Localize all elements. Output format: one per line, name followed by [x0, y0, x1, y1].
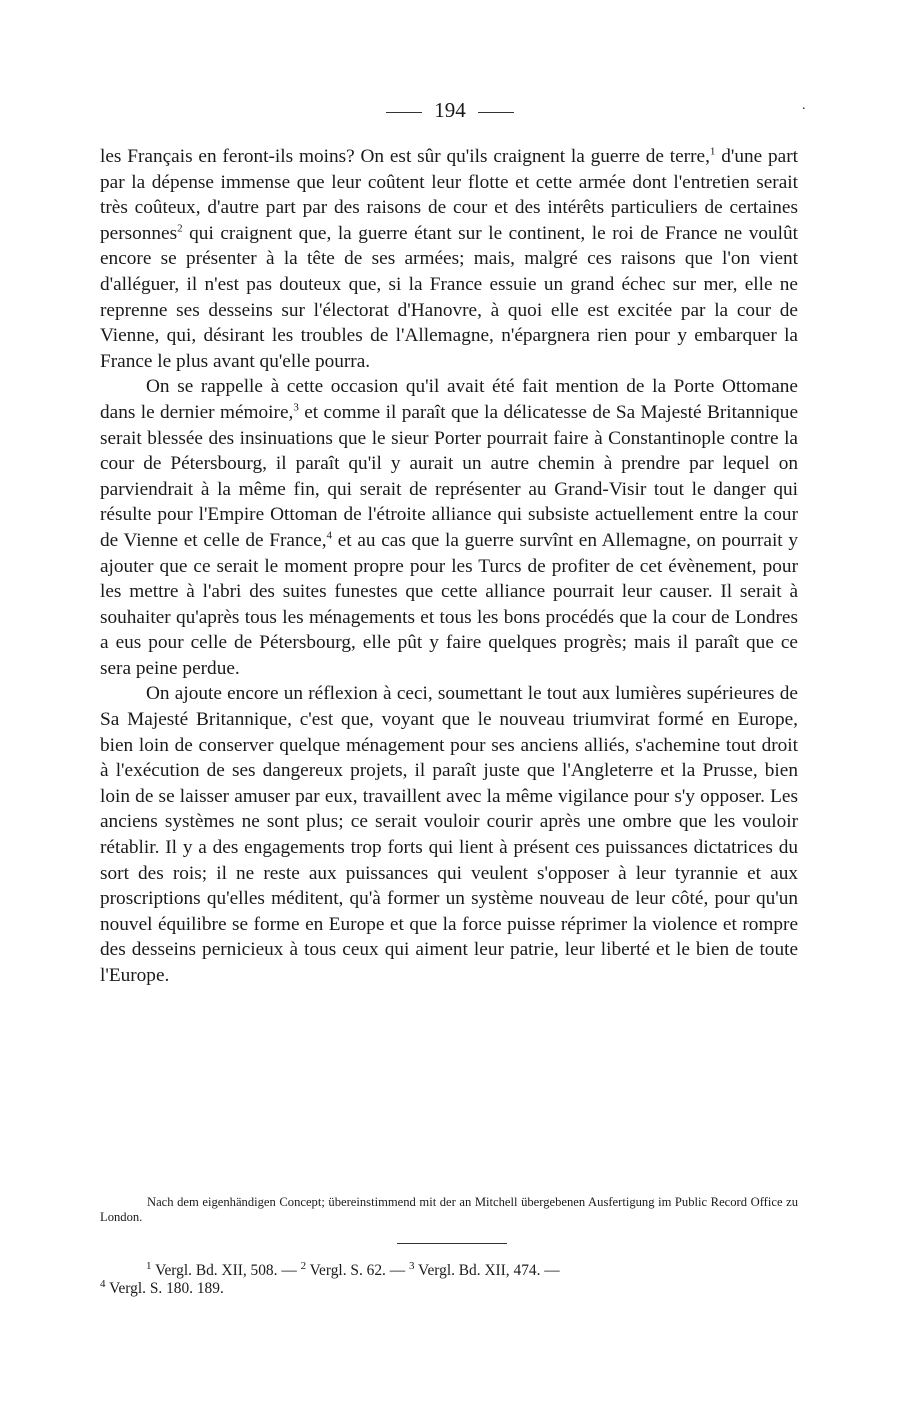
- header-rule-left: [386, 112, 422, 113]
- footnote-4: Vergl. S. 180. 189.: [105, 1280, 224, 1297]
- footnote-ref-3: 3: [293, 401, 299, 414]
- footnote-1: Vergl. Bd. XII, 508. —: [151, 1262, 301, 1279]
- footnote-ref-1: 1: [709, 145, 716, 158]
- page-number: 194: [434, 98, 466, 122]
- paragraph-2-text-a: On se rappelle à cette occasion qu'il avait été fait mention de la Porte Ottomane dans le dernier mémoire,: [100, 376, 798, 423]
- footnote-mark-4: 4: [100, 1277, 106, 1290]
- footnotes: [100, 1259, 798, 1298]
- paragraph-1-text-a: les Français en feront-ils moins? On est sûr qu'ils craignent la guerre de terre,: [100, 146, 710, 167]
- footnote-ref-2: 2: [177, 222, 183, 235]
- header-rule-right: [478, 112, 514, 113]
- paragraph-1-text-b: d'une part par la dépense immense que leur coûtent leur flotte et cette armée dont l'entretien serait très coûteux, d'autre part par des raisons de cour et des intérêts particuliers de certaines personnes: [100, 146, 798, 244]
- source-note: Nach dem eigenhändigen Concept; übereinstimmend mit der an Mitchell übergebenen Ausfertigung im Public Record Office zu London.: [100, 1195, 798, 1224]
- footnote-mark-2: 2: [300, 1259, 307, 1272]
- footnote-3: Vergl. Bd. XII, 474. —: [414, 1262, 560, 1279]
- paragraph-1: [100, 144, 798, 374]
- footnote-mark-3: 3: [408, 1259, 415, 1272]
- paragraph-2-text-c: et au cas que la guerre survînt en Allemagne, on pourrait y ajouter que ce serait le moment propre pour les Turcs de profiter de cet évènement, pour les mettre à l'abri des suites funestes que cette alliance pourrait leur causer. Il serait à souhaiter qu'après tous les ménagements et tous les bons procédés que la cour de Londres a eus pour celle de Pétersbourg, elle pût y faire quelques progrès; mais il paraît que ce sera peine perdue.: [100, 529, 798, 679]
- margin-mark: .: [802, 98, 806, 113]
- main-text: [100, 144, 798, 989]
- paragraph-1-text-c: qui craignent que, la guerre étant sur le continent, le roi de France ne voulût encore se présenter à la tête de ses armées; mais, malgré ces raisons que l'on vient d'alléguer, il n'est pas douteux que, si la France essuie un grand échec sur mer, elle ne reprenne ses desseins sur l'électorat d'Hanovre, à quoi elle est excitée par la cour de Vienne, qui, désirant les troubles de l'Allemagne, n'épargnera rien pour y embarquer la France le plus avant qu'elle pourra.: [100, 222, 798, 372]
- footnote-divider: [397, 1243, 507, 1244]
- footnote-2: Vergl. S. 62. —: [306, 1262, 409, 1279]
- paragraph-2: [100, 374, 798, 681]
- footnote-ref-4: 4: [326, 529, 333, 542]
- page-header: [0, 96, 900, 124]
- footnote-mark-1: 1: [146, 1259, 152, 1272]
- paragraph-3: On ajoute encore un réflexion à ceci, soumettant le tout aux lumières supérieures de Sa Majesté Britannique, c'est que, voyant que le nouveau triumvirat formé en Europe, bien loin de conserver quelque ménagement pour ses anciens alliés, s'achemine tout droit à l'exécution de ses dangereux projets, il paraît juste que l'Angleterre et la Prusse, bien loin de se laisser amuser par eux, travaillent avec la même vigilance pour s'y opposer. Les anciens systèmes ne sont plus; ce serait vouloir courir après une ombre que les vouloir rétablir. Il y a des engagements trop forts qui lient à présent ces puissances dictatrices du sort des rois; il ne reste aux puissances qui veulent s'opposer à leur tyrannie et aux proscriptions qu'elles méditent, qu'à former un système nouveau de leur côté, pour qu'un nouvel équilibre se forme en Europe et que la force puisse réprimer la violence et rompre des desseins pernicieux à tous ceux qui aiment leur patrie, leur liberté et le bien de toute l'Europe.: [100, 683, 798, 986]
- paragraph-2-text-b: et comme il paraît que la délicatesse de Sa Majesté Britannique serait blessée des insinuations que le sieur Porter pourrait faire à Constantinople contre la cour de Pétersbourg, il paraît qu'il y aurait un autre chemin à prendre par lequel on parviendrait à la même fin, qui serait de représenter au Grand-Visir tout le danger qui résulte pour l'Empire Ottoman de l'étroite alliance qui subsiste actuellement entre la cour de Vienne et celle de France,: [100, 401, 798, 551]
